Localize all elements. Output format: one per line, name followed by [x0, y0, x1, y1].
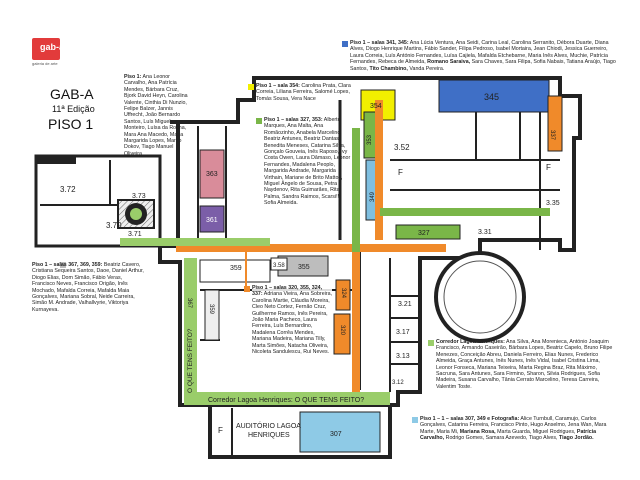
- note-piso1: [124, 74, 188, 157]
- note-title: Piso 1 – 1 – salas 307, 349 e Fotografia:: [420, 416, 520, 422]
- note-sala-354: [256, 83, 358, 102]
- room-label: 324: [340, 288, 346, 299]
- note-title: Piso 1 – sala 354:: [256, 83, 300, 89]
- room-label: F: [546, 163, 551, 172]
- note-text: Vanda Pereira.: [407, 65, 445, 72]
- logo-text: gab-a: [40, 42, 65, 52]
- room-label: 3.35: [546, 200, 560, 207]
- room-label: F: [218, 426, 223, 435]
- note-salas-341-345: [350, 40, 616, 72]
- legend-marker-blue: [342, 41, 348, 47]
- room-label: 363: [206, 171, 218, 178]
- room-label: 337: [549, 130, 555, 141]
- note-title: Corredor Lagoa Henriques:: [436, 339, 505, 345]
- room-label: 345: [484, 92, 500, 102]
- legend-marker-yellow: [248, 84, 254, 90]
- room-label: 3.12: [392, 380, 404, 386]
- room-label: F: [398, 168, 403, 177]
- auditorium-label-2: HENRIQUES: [248, 432, 290, 439]
- note-bold: Tito Chambino,: [369, 65, 408, 72]
- note-bold: Mariana Rosa,: [459, 428, 496, 435]
- room-label: 3.52: [394, 143, 410, 152]
- left-corridor: [120, 238, 270, 246]
- edition-label: 11ª Edição: [52, 104, 95, 114]
- note-text: Ana Lúcia Ventura, Ana Seidi, Carina Leal, Carolina Serranito, Débora Duarte, Diana Alves, Diogo Henrique Martins, Fábio Sander, Filipa Pedroso, Isabel Mortaira, Jean Chiodi, Jessica Guerreiro, Laura Correia, Luís António Fernandes, Luísa Cajiela, Mafalda Etchebarne, Maria Inês Alves, Muchie, Patrícia Fernandes, Rebeca de Almeida,: [350, 40, 609, 66]
- room-359b: [205, 290, 219, 340]
- logo-subtext: galeria de arte: [32, 61, 58, 66]
- page-title: GAB-A: [50, 86, 94, 102]
- corridor-label-vertical: O QUE TENS FEITO?: [187, 328, 194, 393]
- corridor-label-bottom: Corredor Lagoa Henriques: O QUE TENS FEITO?: [208, 397, 365, 404]
- note-salas-367-369-359: [32, 262, 144, 313]
- note-salas-307-349: [420, 416, 616, 442]
- room-label: 3.13: [396, 353, 410, 360]
- round-courtyard: [436, 253, 524, 341]
- room-label: 3.70: [106, 221, 122, 230]
- room-label: 3.17: [396, 329, 410, 336]
- legend-marker-green: [256, 118, 262, 124]
- note-title: Piso 1 – salas 367, 369, 359:: [32, 262, 103, 268]
- orange-corridor-lower: [352, 252, 360, 392]
- room-label: 307: [330, 431, 342, 438]
- legend-marker-cyan: [412, 417, 418, 423]
- note-title: Piso 1 – salas 327, 353:: [264, 117, 323, 123]
- note-text: Adriana Vieira, Ana Sobreira, Carolina Martie, Cláudia Moreira, Cleo Neto Cortez, Fernão Cruz, Guilherme Ramos, Inês Pereira, João Maria Pacheco, Laura Ferreira, Luís Bernardino, Madalena Corrêa Mendes, Mariana Madeira, Mariana Tilly, Marta Simões, Natacha Oliveira, Nicoleta Sandulescu, Rui Neves.: [252, 291, 333, 356]
- note-bold: Romano Saraiva,: [427, 59, 471, 66]
- note-bold: Patrícia Carvalho,: [420, 428, 597, 442]
- room-label: 320: [339, 325, 345, 336]
- note-bold: Tiago Jordão.: [558, 435, 594, 442]
- logo: [32, 38, 84, 66]
- floor-label: PISO 1: [48, 116, 94, 132]
- note-text: Alberto Marques, Ana Malta, Ana Romãozinho, Anabela Marcelino, Beatriz Antunes, Beatriz Dantas, Benedita Meneses, Catarina Silva, Gonçalo Gouveia, Inês Raposo, Ivy Costa Owen, Laura Dâmaso, Leonor Fernandes, Madalena Peoplo, Margarida Andrade, Margarida Virthain, Mariane de Brito Mattos, Miguel Ângelo de Sousa, Petra Naydenov, Rita Guimarães, Rita Palma, Sandra Raimos, Scarsi!!, Sofia Almeida.: [264, 117, 351, 207]
- note-salas-327-353: [264, 117, 352, 207]
- orange-corridor-vertical: [375, 100, 383, 240]
- note-salas-320-355-324-337: [252, 285, 332, 355]
- note-title: Piso 1 – salas 341, 345:: [350, 40, 409, 46]
- note-text: Beatriz Cavero, Cristiana Sequeira Santos, Daoe, Daniel Arthur, Diogo Elias, Dom Simão, Fábio Veras, Francisco Neves, Francisco Origão, Inês Mochado, Mafalda Correia, Mafalda Maia Gonçalves, Mariana Sobral, Neide Carreira, Simão M. Andrade, Valhallvyrie, Viktoriya Kurnayeva.: [32, 262, 144, 313]
- room-label: 355: [298, 264, 310, 271]
- room-label: 3.21: [398, 301, 412, 308]
- room-label: 367: [186, 298, 192, 309]
- room-label: 3.71: [128, 231, 142, 238]
- room-label: 3.72: [60, 185, 76, 194]
- room-label: 3.31: [478, 229, 492, 236]
- note-text: Marta Guarda, Miguel Rodrigues,: [495, 428, 577, 435]
- room-label: 3.58: [273, 263, 285, 269]
- note-title: Piso 1 – salas 320, 355, 324, 337:: [252, 285, 323, 298]
- room-337: [548, 96, 562, 151]
- room-label: 349: [370, 191, 376, 202]
- note-title: Piso 1:: [124, 74, 142, 80]
- room-label: 354: [370, 103, 382, 110]
- green-corridor-vertical: [352, 128, 360, 262]
- note-text: Ana Silva, Ana Morenieca, António Joaquim Francisco, Armando Caseirão, Bárbara Lopes, Beatriz Capelo, Bruno Filipe Menezes, Conceição Abreu, Daniela Ferreiro, Elias Nunes, Frederico Almeida, Graça Antunes, Inês Nunes, Inês Vidal, Isabel Cristina Lima, Leonor Fonseca, Mariana Teixeira, Marta Regina Braz, Rita Máximo, Sacruna, Sara Antunes, Sara Firmino, Sharon, Silvia Rodrigues, Sofia Madeira, Susana Carvalho, Tânia Cerrato Marcelino, Teresa Carreira, Valentim Toste.: [436, 339, 613, 390]
- auditorium-label-1: AUDITÓRIO LAGOA: [236, 423, 301, 430]
- green-corridor-horizontal: [380, 208, 550, 216]
- room-label: 359: [208, 304, 214, 315]
- note-text: Sara Chaves, Sara Filipa, Sofia Nabais, Tatiana Araújo, Tiago Santos,: [350, 59, 616, 72]
- note-text: Rodrigo Gomes, Samara Azevedo, Tiago Alves,: [444, 435, 559, 442]
- legend-marker-light-green: [428, 340, 434, 346]
- room-label: 359: [230, 265, 242, 272]
- note-text: Ana Leonor Carvalho, Ana Patrícia Mendes, Bárbara Cruz, Bjork David Heyn, Carolina Valente, Cinthia Di Nunzio, Felipe Balzer, Jannis Uffrecht, João Bernardo Santos, Luís Miguel Monteiro, Luísa da Rocha, Mara Ana Macedo, Maria Margarida Lopes, Marko Dokov, Tiago Manuel Oliveira: [124, 74, 188, 157]
- room-label: 3.73: [132, 193, 146, 200]
- note-text: Carolina Prata, Clara Correia, Liliana Ferreira, Salomé Lopes, Tomás Sousa, Vera Nace: [256, 83, 351, 102]
- note-corredor: [436, 339, 616, 390]
- room-label: 353: [367, 134, 373, 145]
- room-label: 361: [206, 217, 218, 224]
- room-label: 327: [418, 230, 430, 237]
- note-text: Alice Turnbull, Caramujo, Carlos Gonçalves, Catarina Ferreira, Francisco Pinto, Hugo Anselmo, Jena Wan, Mara Marte, Maria Mi,: [420, 416, 607, 435]
